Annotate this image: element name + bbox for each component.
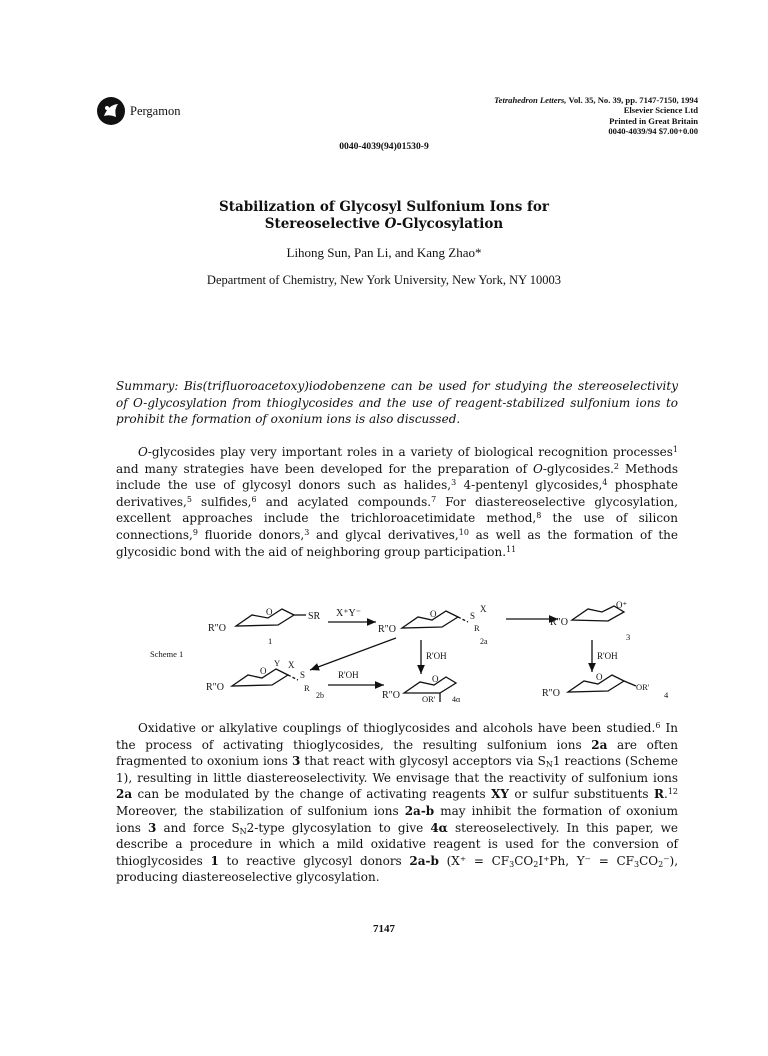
counter-x: X	[480, 604, 487, 614]
summary	[116, 378, 678, 428]
reagent: R'OH	[426, 651, 447, 661]
text: to reactive glycosyl donors	[218, 853, 410, 868]
authors: Lihong Sun, Pan Li, and Kang Zhao*	[286, 245, 482, 260]
summary-label: Summary:	[116, 379, 179, 393]
text: phosphate derivatives,	[116, 478, 678, 509]
doc-code: 0040-4039(94)01530-9	[339, 141, 429, 152]
ref: 9	[192, 527, 198, 537]
title-part: Stereoselective	[264, 216, 385, 232]
text-italic: O	[138, 445, 148, 459]
ring-oxygen: O	[432, 674, 439, 684]
ref: 4	[602, 478, 608, 488]
text: 4-pentenyl glycosides,	[456, 478, 603, 493]
glycoside-substituent: OR'	[422, 694, 436, 702]
text: sulfides,	[191, 494, 252, 509]
ref: 11	[506, 544, 517, 554]
ref: 1	[672, 445, 678, 454]
counter-x: X	[288, 660, 295, 670]
reagent: R'OH	[597, 651, 618, 661]
text: Moreover, the stabilization of sulfonium ions	[116, 803, 405, 818]
reagent: X⁺Y⁻	[336, 608, 361, 619]
compound-ref: R	[654, 787, 664, 802]
compound-number: 1	[268, 636, 273, 646]
title-line-1: Stabilization of Glycosyl Sulfonium Ions for	[219, 199, 549, 215]
compound-ref: 2a	[591, 737, 608, 752]
text: as well as the formation of the glycosidic bond with the aid of neighboring group participation.	[116, 527, 678, 559]
journal-citation	[494, 95, 698, 105]
compound-number: 4	[664, 690, 669, 700]
text: Methods include the use of glycosyl donors such as halides,	[116, 461, 678, 493]
sulfur-atom: S	[470, 611, 476, 621]
counter-y: Y	[274, 658, 281, 668]
text: the use of silicon connections,	[116, 511, 678, 542]
subscript: 3	[509, 859, 515, 869]
text: ⁻), producing diastereoselective glycosylation.	[116, 853, 679, 885]
text: (X⁺ = CF	[438, 853, 510, 868]
text-italic: O	[533, 461, 543, 476]
ref: 8	[536, 511, 542, 521]
ref: 6	[251, 494, 257, 504]
text: that react with glycosyl acceptors via S	[300, 754, 546, 769]
compound-ref: 2a-b	[404, 803, 435, 818]
page-number: 7147	[373, 923, 395, 935]
text: or sulfur substituents	[509, 787, 654, 802]
text: fluoride donors,	[197, 527, 305, 542]
substituent: R"O	[542, 688, 560, 699]
subscript: N	[545, 760, 553, 770]
ref: 6	[655, 721, 661, 730]
ref: 2	[613, 461, 620, 471]
sulfur-atom: S	[300, 670, 306, 680]
compound-number: 2a	[480, 637, 488, 646]
text: CO	[514, 853, 534, 868]
ref: 3	[451, 478, 457, 488]
sulfur-substituent: R	[474, 623, 480, 633]
journal-details: Vol. 35, No. 39, pp. 7147-7150, 1994	[568, 95, 698, 105]
text: CO	[639, 853, 659, 868]
scheme-label: Scheme 1	[150, 649, 184, 659]
ref: 7	[431, 494, 437, 504]
affiliation: Department of Chemistry, New York University, New York, NY 10003	[206, 273, 562, 287]
ring-oxygen: O	[596, 672, 603, 682]
journal-name: Tetrahedron Letters,	[494, 95, 567, 105]
ref: 5	[186, 494, 192, 504]
text: stereoselectively. In this paper, we describe a procedure in which a mild oxidative reagent is used for the conversion of thioglycosides	[116, 820, 679, 868]
substituent: R"O	[208, 623, 226, 634]
copyright-line: Elsevier Science Ltd	[623, 105, 698, 116]
substituent: R"O	[206, 682, 224, 693]
text: and force S	[156, 820, 240, 835]
text: may inhibit the formation of oxonium ions	[116, 803, 679, 835]
subscript: 2	[533, 859, 539, 869]
ring-oxygen: O	[266, 607, 273, 617]
ring-oxygen: O	[430, 609, 437, 619]
subscript: 2	[658, 859, 664, 869]
text: -glycosides.	[542, 461, 614, 476]
text: I⁺Ph, Y⁻ = CF	[538, 853, 634, 868]
title-part: -Glycosylation	[396, 216, 504, 232]
compound-number: 4α	[452, 695, 461, 702]
ref: 12	[667, 787, 678, 797]
ref: 10	[458, 527, 469, 537]
subscript: 3	[633, 859, 640, 869]
compound-ref: XY	[491, 787, 510, 802]
text: 2-type glycosylation to give	[246, 820, 431, 835]
text: can be modulated by the change of activating reagents	[132, 787, 492, 802]
compound-ref: 3	[291, 754, 301, 769]
text: 1 reactions (Scheme 1), resulting in little diastereoselectivity. We envisage that the reactivity of sulfonium ions	[116, 754, 678, 785]
text: .	[663, 787, 668, 802]
compound-number: 3	[626, 632, 631, 642]
summary-text: Bis(trifluoroacetoxy)iodobenzene can be used for studying the stereoselectivity of O-glycosylation from thioglycosides and the use of reagent-stabilized sulfonium ions to prohibit the formation of oxonium ions is also discussed.	[116, 379, 678, 427]
substituent: SR	[308, 611, 321, 622]
text: and acylated compounds.	[256, 494, 432, 509]
ring-oxygen: O	[260, 666, 267, 676]
paragraph-2	[116, 720, 678, 886]
substituent: R"O	[378, 624, 396, 635]
compound-number: 2b	[316, 691, 324, 700]
text: Oxidative or alkylative couplings of thioglycosides and alcohols have been studied.	[138, 721, 656, 735]
compound-ref: 2a-b	[409, 853, 439, 868]
text: For diastereoselective glycosylation, excellent approaches include the trichloroacetimidate method,	[116, 494, 678, 526]
oxonium: O⁺	[616, 600, 628, 610]
reagent: R'OH	[338, 670, 359, 680]
text: are often fragmented to oxonium ions	[116, 737, 678, 769]
text: and glycal derivatives,	[309, 527, 459, 542]
printed-line: Printed in Great Britain	[609, 115, 698, 126]
ref: 3	[304, 527, 310, 537]
issn-price: 0040-4039/94 $7.00+0.00	[608, 126, 698, 137]
title-line-2	[0, 216, 768, 233]
glycoside-substituent: OR'	[636, 682, 650, 692]
substituent: R"O	[382, 690, 400, 701]
publisher-name: Pergamon	[130, 104, 181, 118]
compound-ref: 2a	[116, 787, 133, 802]
substituent: R"O	[550, 617, 568, 628]
compound-ref: 4α	[430, 820, 448, 835]
journal-meta	[494, 95, 698, 137]
text: In the process of activating thioglycosides, the resulting sulfonium ions	[116, 721, 678, 752]
article-title	[0, 199, 768, 233]
sulfur-substituent: R	[304, 683, 310, 693]
scheme-1	[140, 598, 680, 702]
text: and many strategies have been developed for the preparation of	[116, 461, 534, 476]
subscript: N	[239, 826, 247, 836]
compound-ref: 3	[148, 820, 157, 835]
paragraph-1	[116, 444, 678, 560]
text: -glycosides play very important roles in a variety of biological recognition processes	[147, 445, 673, 459]
title-italic-o: O	[384, 216, 397, 232]
pergamon-logo	[96, 96, 126, 126]
compound-ref: 1	[210, 853, 219, 868]
